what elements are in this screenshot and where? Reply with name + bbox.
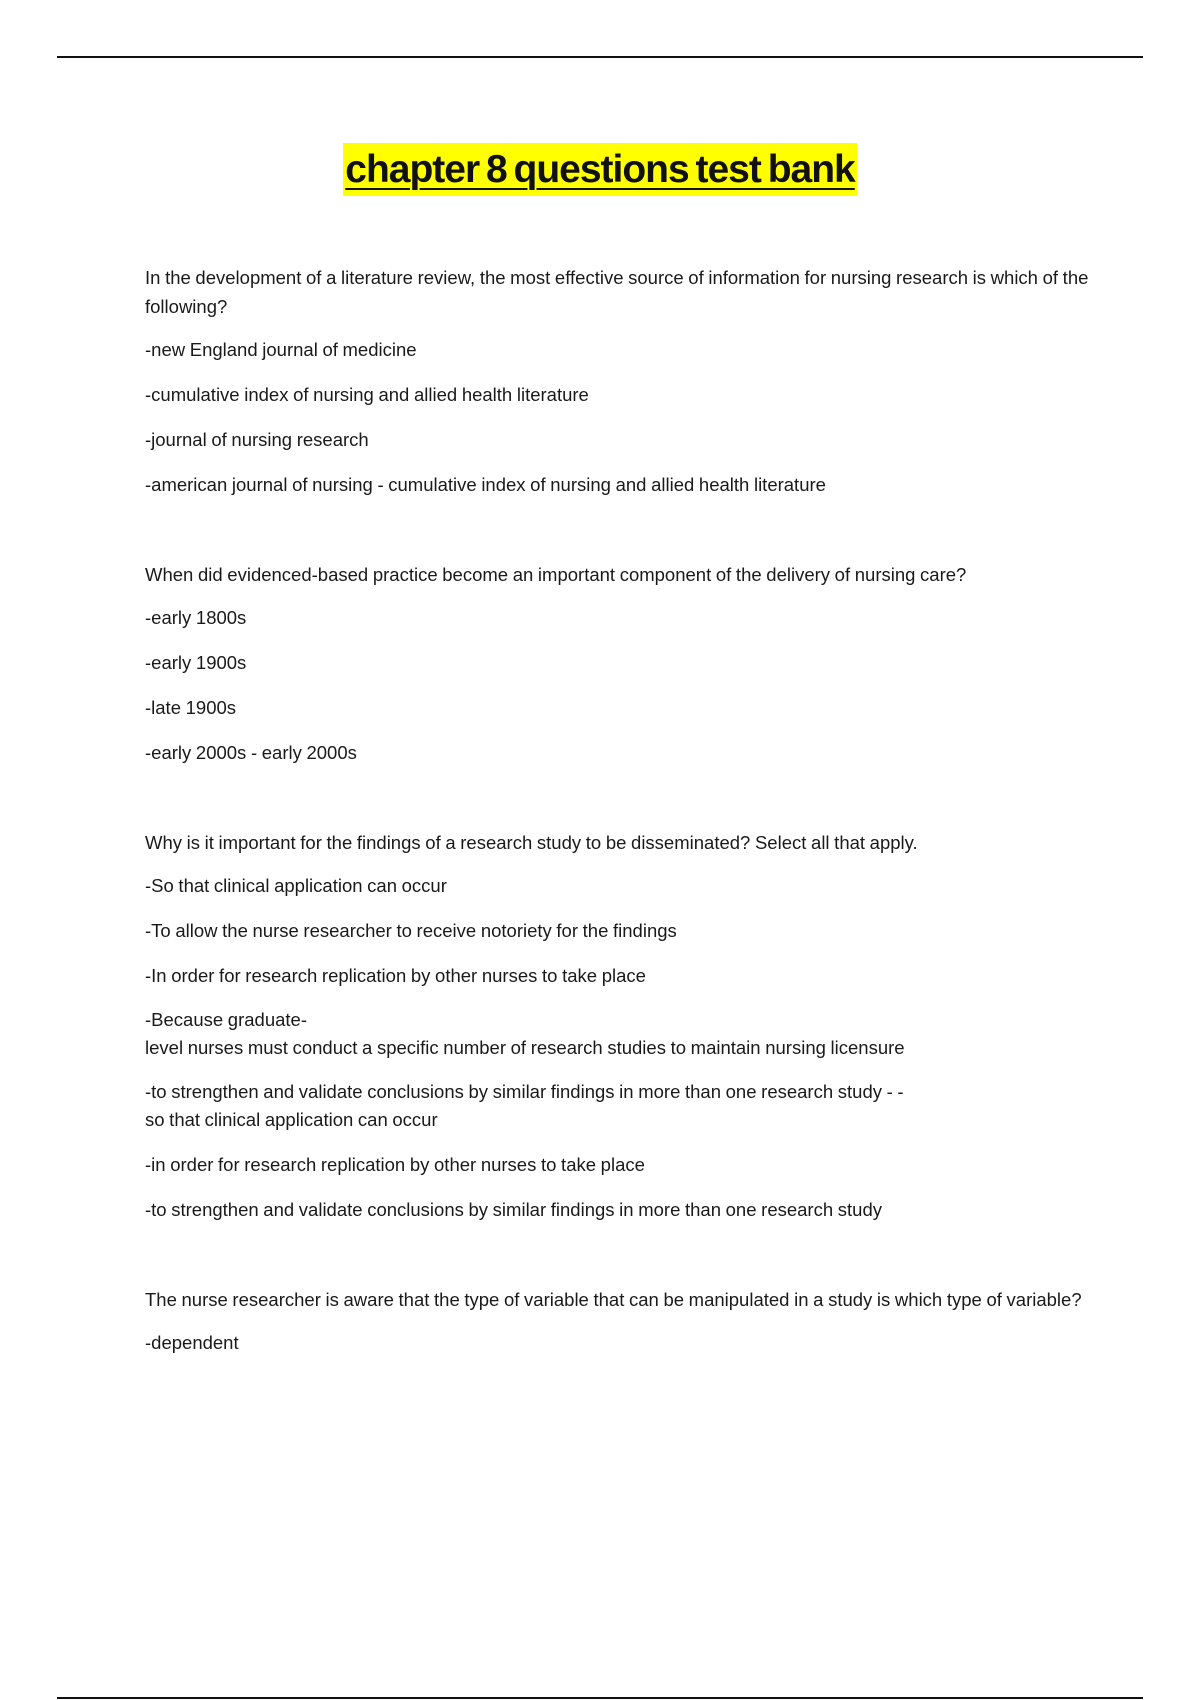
question-3 [145, 828, 1095, 1224]
answer-option: -early 2000s - early 2000s [145, 742, 357, 763]
question-stem: When did evidenced-based practice become an important component of the delivery of nursing care? [145, 564, 967, 585]
question-2 [145, 560, 1095, 767]
title-area [0, 143, 1200, 196]
answer-option: -late 1900s [145, 697, 237, 718]
answer-option: -To allow the nurse researcher to receive notoriety for the findings [145, 920, 677, 941]
question-stem: In the development of a literature review, the most effective source of information for nursing research is which of the following? [145, 267, 1089, 317]
answer-option: -in order for research replication by other nurses to take place [145, 1154, 645, 1175]
question-list [145, 263, 1095, 1418]
question-4 [145, 1285, 1095, 1357]
answer-option: -dependent [145, 1332, 239, 1353]
answer-option: -american journal of nursing - cumulative index of nursing and allied health literature [145, 474, 826, 495]
answer-option: -cumulative index of nursing and allied health literature [145, 384, 589, 405]
answer-option: -early 1900s [145, 652, 247, 673]
answer-option: -new England journal of medicine [145, 339, 417, 360]
bottom-rule [57, 1697, 1143, 1699]
question-stem: Why is it important for the findings of a research study to be disseminated? Select all that apply. [145, 832, 918, 853]
answer-option: -to strengthen and validate conclusions by similar findings in more than one research study [145, 1199, 882, 1220]
document-title: chapter 8 questions test bank [343, 143, 856, 196]
answer-option: -Because graduate- level nurses must conduct a specific number of research studies to maintain nursing licensure [145, 1009, 905, 1058]
answer-option: -journal of nursing research [145, 429, 369, 450]
top-rule [57, 56, 1143, 58]
answer-option: -So that clinical application can occur [145, 875, 447, 896]
answer-option: -In order for research replication by other nurses to take place [145, 965, 646, 986]
question-stem: The nurse researcher is aware that the type of variable that can be manipulated in a study is which type of variable? [145, 1289, 1082, 1310]
answer-option: -early 1800s [145, 607, 247, 628]
answer-option: -to strengthen and validate conclusions by similar findings in more than one research study - - so that clinical application can occur [145, 1081, 904, 1130]
question-1 [145, 263, 1095, 499]
